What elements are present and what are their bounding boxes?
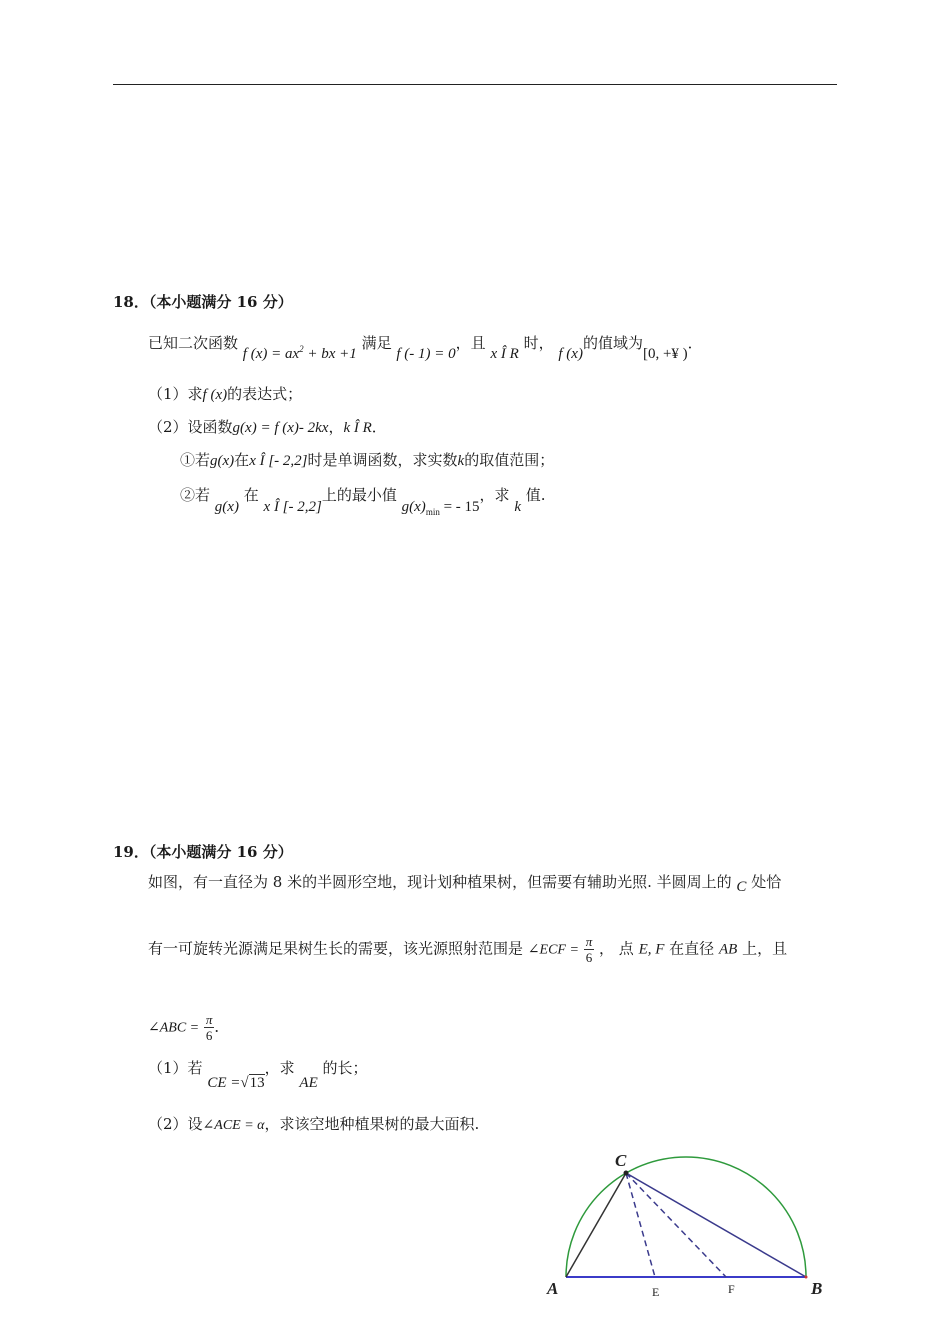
q19-part1-find: ，求 <box>264 1059 295 1077</box>
q18-sub2-text: 上的最小值 <box>321 486 397 504</box>
q19-pi-over-6-b <box>204 1012 215 1043</box>
q18-x-in-r: x Î R <box>490 346 519 362</box>
q19-frac-den-a: 6 <box>585 950 593 965</box>
q18-part1-label: （1）求 <box>148 385 203 403</box>
q18-sub2-k: k <box>514 499 522 515</box>
q19-ce: CE = <box>207 1075 241 1091</box>
q18-sub1-interval: x Î [- 2,2] <box>249 453 308 469</box>
q18-sub2 <box>180 485 546 517</box>
q19-line1 <box>148 872 781 893</box>
q18-sub2-gmin: g(x) <box>401 499 426 515</box>
q19-line2-text: 有一可旋转光源满足果树生长的需要，该光源照射范围是 <box>148 939 524 958</box>
q18-sub2-min-sub: min <box>425 507 440 517</box>
q18-part2-gx: g(x) = f (x)- 2kx <box>232 420 329 436</box>
label-b: B <box>811 1279 823 1298</box>
q18-sub1-end: 的取值范围； <box>464 451 555 469</box>
q18-sub2-gx: g(x) <box>214 499 239 515</box>
label-a: A <box>547 1279 559 1298</box>
q18-part1-fx: f (x) <box>202 387 228 403</box>
q19-ae: AE <box>299 1075 318 1091</box>
point-b-dot <box>805 1276 808 1279</box>
q19-frac-num-b: π <box>205 1012 213 1027</box>
q18-sub2-min-value: = - 15 <box>439 499 480 515</box>
q18-sub1-text: 时是单调函数，求实数 <box>307 451 458 469</box>
q18-part2-k: k Î R <box>343 420 372 436</box>
q18-range: [0, +¥ ) <box>642 346 688 362</box>
label-f: F <box>728 1282 735 1296</box>
segment-ac <box>566 1173 626 1277</box>
q18-part2 <box>148 417 387 438</box>
q18-sub1-k: k <box>457 453 465 469</box>
q19-angle-ace: ∠ACE = α <box>202 1118 265 1133</box>
q18-sub1-label: ①若 <box>180 451 211 469</box>
q18-part2-end: ． <box>371 418 387 436</box>
q18-square: 2 <box>299 344 304 354</box>
q19-part1-end: 的长； <box>322 1059 368 1077</box>
q18-when-text: 时， <box>523 334 554 352</box>
q18-part1 <box>148 384 302 405</box>
q18-fx-tail: + bx +1 <box>303 346 357 362</box>
q19-line3 <box>148 1012 229 1043</box>
q18-fx: f (x) = ax <box>242 346 300 362</box>
point-c-dot <box>624 1171 629 1176</box>
q18-heading: 18．（本小题满分 16 分） <box>113 293 293 311</box>
q19-line2 <box>148 934 787 965</box>
q18-sub1-on: 在 <box>234 451 250 469</box>
q18-stem <box>148 329 703 362</box>
q19-ce-expr: CE =√13 <box>207 1075 265 1091</box>
q19-point-c: C <box>736 879 747 895</box>
q18-sub1-gx: g(x) <box>210 453 235 469</box>
q19-part2-text: ，求该空地种植果树的最大面积. <box>264 1115 480 1133</box>
q19-sqrt-13: 13 <box>249 1075 265 1091</box>
q19-part2 <box>148 1114 479 1136</box>
q19-segment-ab: AB <box>718 941 738 958</box>
q18-condition: f (- 1) = 0 <box>396 346 456 362</box>
q18-sub2-label: ②若 <box>180 486 211 504</box>
q18-part2-comma: ， <box>328 418 344 436</box>
q18-sub1 <box>180 450 554 471</box>
q19-line3-end: ． <box>214 1017 230 1036</box>
q18-sub2-interval: x Î [- 2,2] <box>263 499 322 515</box>
q19-part1 <box>148 1058 368 1091</box>
q19-part2-label: （2）设 <box>148 1115 203 1133</box>
q18-fx-ref: f (x) <box>558 346 583 362</box>
label-e: E <box>652 1285 660 1299</box>
q18-satisfy-text: 满足 <box>361 334 392 352</box>
segment-cb <box>626 1173 806 1277</box>
label-c: C <box>615 1151 627 1170</box>
q18-sub2-min-expr <box>402 499 480 515</box>
q18-stem-text: 已知二次函数 <box>148 334 239 352</box>
q19-pi-over-6-a <box>584 934 595 965</box>
q18-stem-end: ． <box>687 334 703 352</box>
q18-part2-label: （2）设函数 <box>148 418 233 436</box>
q19-line1-end: 处恰 <box>751 873 782 891</box>
q18-sub2-find: ，求 <box>479 486 510 504</box>
q19-diameter-text: 在直径 <box>669 939 715 958</box>
q19-heading: 19．（本小题满分 16 分） <box>113 843 293 861</box>
q19-frac-den-b: 6 <box>205 1028 213 1043</box>
q19-angle-abc: ∠ABC = <box>148 1020 200 1036</box>
q19-frac-num-a: π <box>585 934 593 949</box>
header-rule <box>113 84 837 85</box>
q18-sub2-end: 值. <box>525 486 546 504</box>
q18-sub2-on: 在 <box>243 486 259 504</box>
q18-fx-formula <box>243 346 357 362</box>
q19-angle-ecf: ∠ECF = <box>527 942 579 958</box>
q19-point-text: ， 点 <box>599 939 634 958</box>
q18-and-text: ，且 <box>455 334 486 352</box>
q18-part1-text: 的表达式； <box>227 385 303 403</box>
semicircle-arc <box>566 1157 806 1277</box>
q18-range-text: 的值域为 <box>582 334 643 352</box>
q19-line2-end: 上，且 <box>742 939 788 958</box>
q19-part1-label: （1）若 <box>148 1059 203 1077</box>
semicircle-figure <box>535 1146 835 1306</box>
q19-line1-text: 如图，有一直径为 8 米的半圆形空地，现计划种植果树，但需要有辅助光照. 半圆周上的 <box>148 873 732 891</box>
q19-points-ef: E, F <box>638 941 665 958</box>
